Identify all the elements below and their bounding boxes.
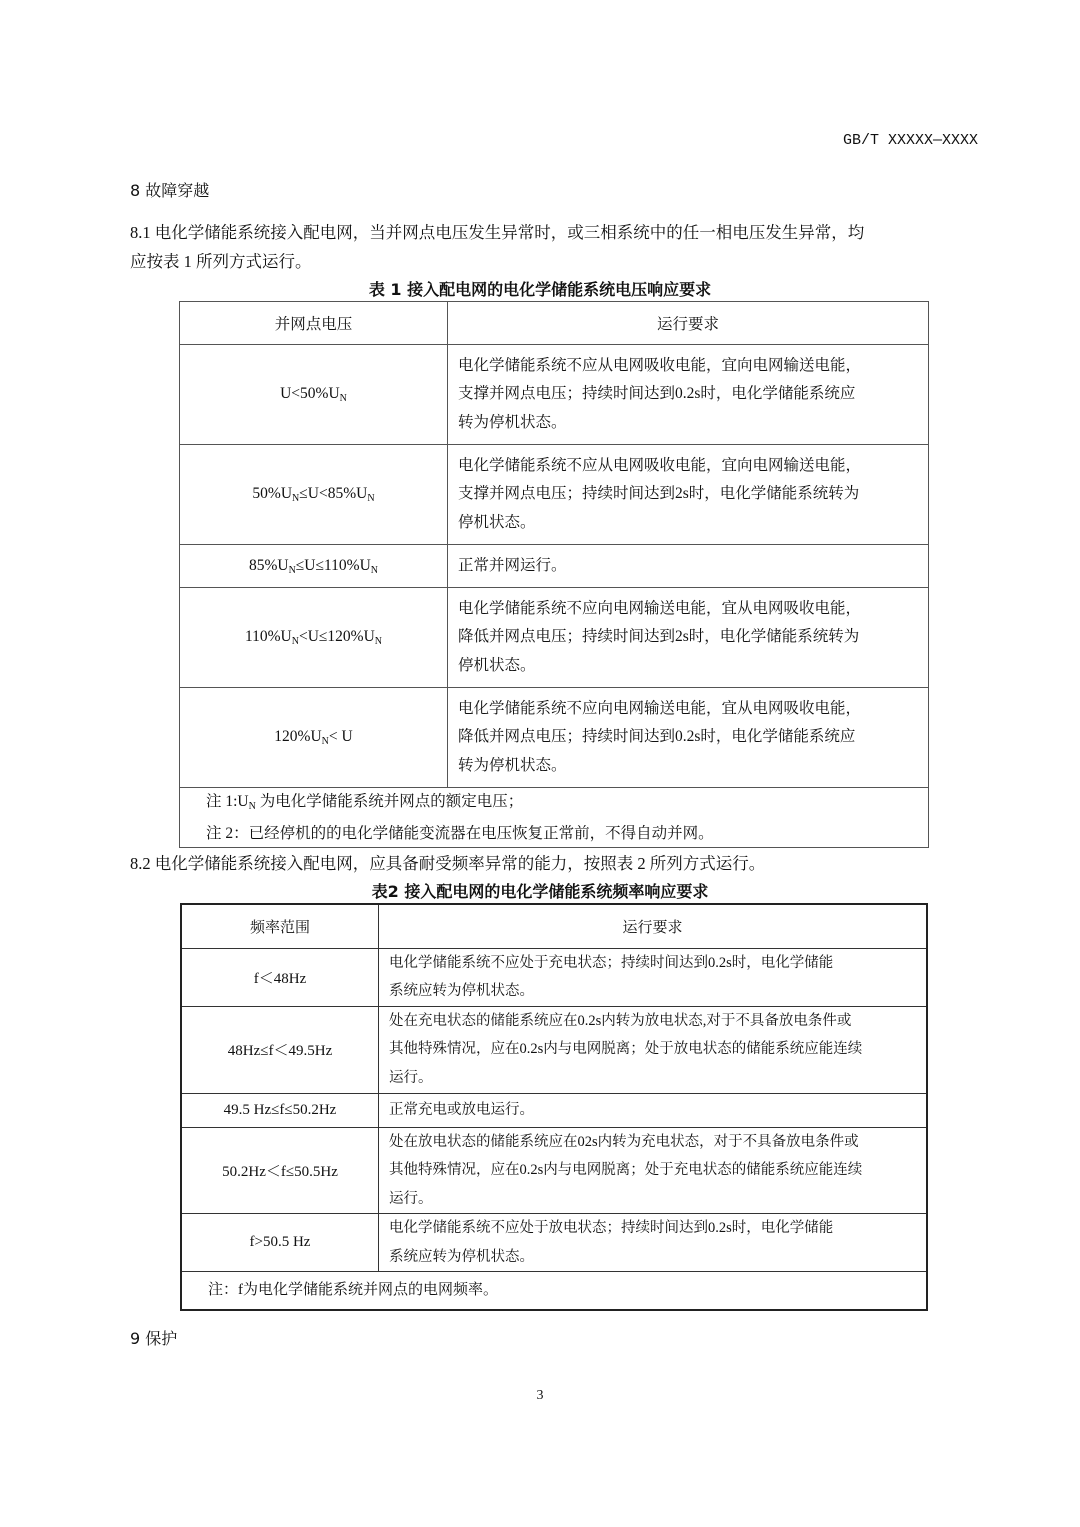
requirement-line: 降低并网点电压；持续时间达到0.2s时，电化学储能系统应 — [458, 728, 856, 746]
requirement-line: 电化学储能系统不应处于放电状态；持续时间达到0.2s时，电化学储能 — [389, 1220, 834, 1236]
text-segment: < U — [328, 728, 353, 745]
section-8-heading: 8 故障穿越 — [130, 181, 210, 200]
requirement-cell — [379, 1214, 928, 1272]
paragraph-8-1-line-1: 8.1 电化学储能系统接入配电网，当并网点电压发生异常时，或三相系统中的任一相电压发生异常，均 — [130, 223, 865, 242]
range-cell — [181, 1006, 379, 1093]
requirement-line: 转为停机状态。 — [458, 756, 567, 774]
requirement-line: 电化学储能系统不应向电网输送电能，宜从电网吸收电能， — [458, 599, 862, 617]
requirement-cell — [379, 1093, 928, 1127]
requirement-line: 运行。 — [389, 1190, 433, 1207]
document-code: GB/T XXXXX—XXXX — [842, 132, 978, 149]
table-2-caption: 表2 接入配电网的电化学储能系统频率响应要求 — [371, 882, 709, 901]
subscript: N — [292, 493, 300, 504]
requirement-line: 停机状态。 — [458, 513, 536, 531]
requirement-line: 停机状态。 — [458, 656, 536, 674]
subscript: N — [370, 564, 379, 576]
range-cell — [180, 588, 448, 688]
subscript: N — [321, 736, 329, 747]
table-row — [180, 688, 929, 788]
requirement-cell — [379, 1127, 928, 1214]
text-segment: f>50.5 Hz — [249, 1234, 311, 1250]
subscript: N — [288, 564, 296, 576]
paragraph-8-1-line-2: 应按表 1 所列方式运行。 — [130, 252, 312, 271]
requirement-cell — [448, 445, 929, 545]
requirement-line: 运行。 — [389, 1069, 433, 1086]
table-row — [181, 1006, 927, 1093]
notes-row — [181, 1272, 927, 1310]
table-note — [208, 1277, 926, 1304]
table-row — [181, 1214, 927, 1272]
header-row — [180, 302, 929, 345]
text-segment: 注：f为电化学储能系统并网点的电网频率。 — [208, 1281, 498, 1298]
requirement-line: 转为停机状态。 — [458, 413, 567, 431]
table-1-caption: 表 1 接入配电网的电化学储能系统电压响应要求 — [368, 280, 712, 299]
requirement-line: 其他特殊情况，应在0.2s内与电网脱离；处于充电状态的储能系统应能连续 — [389, 1162, 863, 1178]
text-segment: <U≤120%U — [298, 628, 375, 645]
table-row — [180, 445, 929, 545]
text-segment: f＜48Hz — [253, 970, 307, 987]
section-9-heading: 9 保护 — [130, 1329, 178, 1348]
range-cell — [181, 1127, 379, 1214]
requirement-cell — [379, 948, 928, 1006]
text-segment: 注 1:U — [206, 793, 249, 810]
range-cell — [180, 345, 448, 445]
range-cell — [181, 1214, 379, 1272]
notes-cell — [181, 1272, 927, 1310]
text-segment: ≤U≤110%U — [295, 556, 371, 574]
requirement-cell — [448, 545, 929, 588]
text-segment: 48Hz≤f＜49.5Hz — [227, 1043, 333, 1059]
requirement-line: 正常充电或放电运行。 — [389, 1101, 534, 1118]
requirement-line: 电化学储能系统不应从电网吸收电能，宜向电网输送电能， — [458, 356, 862, 374]
subscript: N — [339, 393, 347, 404]
requirement-cell — [379, 1006, 928, 1093]
range-cell — [181, 1093, 379, 1127]
requirement-line: 降低并网点电压；持续时间达到2s时，电化学储能系统转为 — [458, 628, 860, 646]
paragraph-8-2: 8.2 电化学储能系统接入配电网，应具备耐受频率异常的能力，按照表 2 所列方式运行。 — [130, 854, 766, 873]
page-number: 3 — [536, 1388, 544, 1403]
subscript: N — [374, 636, 383, 647]
subscript: N — [291, 636, 299, 647]
table-row — [180, 345, 929, 445]
table-row — [181, 1127, 927, 1214]
voltage-response-table — [179, 301, 929, 848]
requirement-line: 系统应转为停机状态。 — [389, 983, 534, 999]
text-segment: 85%U — [248, 556, 289, 574]
requirement-line: 电化学储能系统不应向电网输送电能，宜从电网吸收电能， — [458, 699, 862, 717]
table-note — [206, 788, 928, 820]
requirement-line: 正常并网运行。 — [458, 556, 567, 574]
requirement-line: 支撑并网点电压；持续时间达到2s时，电化学储能系统转为 — [458, 485, 860, 503]
requirement-line: 支撑并网点电压；持续时间达到0.2s时，电化学储能系统应 — [458, 385, 856, 403]
table-row — [181, 948, 927, 1006]
text-segment: 120%U — [274, 728, 322, 745]
column-header: 频率范围 — [181, 904, 379, 948]
table-note — [206, 820, 928, 847]
requirement-line: 其他特殊情况，应在0.2s内与电网脱离；处于放电状态的储能系统应能连续 — [389, 1041, 863, 1058]
table-row — [180, 545, 929, 588]
requirement-line: 处在充电状态的储能系统应在0.2s内转为放电状态,对于不具备放电条件或 — [389, 1012, 852, 1029]
requirement-line: 电化学储能系统不应从电网吸收电能，宜向电网输送电能， — [458, 456, 862, 474]
table-row — [180, 588, 929, 688]
frequency-response-table — [180, 903, 928, 1311]
requirement-line: 处在放电状态的储能系统应在02s内转为充电状态，对于不具备放电条件或 — [389, 1133, 859, 1150]
requirement-cell — [448, 588, 929, 688]
text-segment: 注 2：已经停机的的电化学储能变流器在电压恢复正常前，不得自动并网。 — [206, 825, 714, 842]
range-cell — [180, 445, 448, 545]
subscript: N — [248, 801, 256, 812]
requirement-line: 电化学储能系统不应处于充电状态；持续时间达到0.2s时，电化学储能 — [389, 954, 834, 971]
range-cell — [180, 545, 448, 588]
range-cell — [180, 688, 448, 788]
text-segment: 49.5 Hz≤f≤50.2Hz — [223, 1101, 337, 1118]
notes-row — [180, 788, 929, 848]
requirement-cell — [448, 345, 929, 445]
text-segment: 为电化学储能系统并网点的额定电压； — [255, 793, 524, 810]
range-cell — [181, 948, 379, 1006]
text-segment: 50.2Hz＜f≤50.5Hz — [222, 1163, 338, 1180]
requirement-line: 系统应转为停机状态。 — [389, 1248, 534, 1265]
text-segment: 50%U — [252, 485, 293, 502]
text-segment: 110%U — [244, 628, 292, 645]
column-header: 运行要求 — [448, 302, 929, 345]
requirement-cell — [448, 688, 929, 788]
column-header: 运行要求 — [379, 904, 928, 948]
text-segment: ≤U<85%U — [299, 485, 368, 502]
column-header: 并网点电压 — [180, 302, 448, 345]
text-segment: U<50%U — [280, 385, 340, 402]
notes-cell — [180, 788, 929, 848]
header-row — [181, 904, 927, 948]
subscript: N — [367, 493, 375, 504]
table-row — [181, 1093, 927, 1127]
